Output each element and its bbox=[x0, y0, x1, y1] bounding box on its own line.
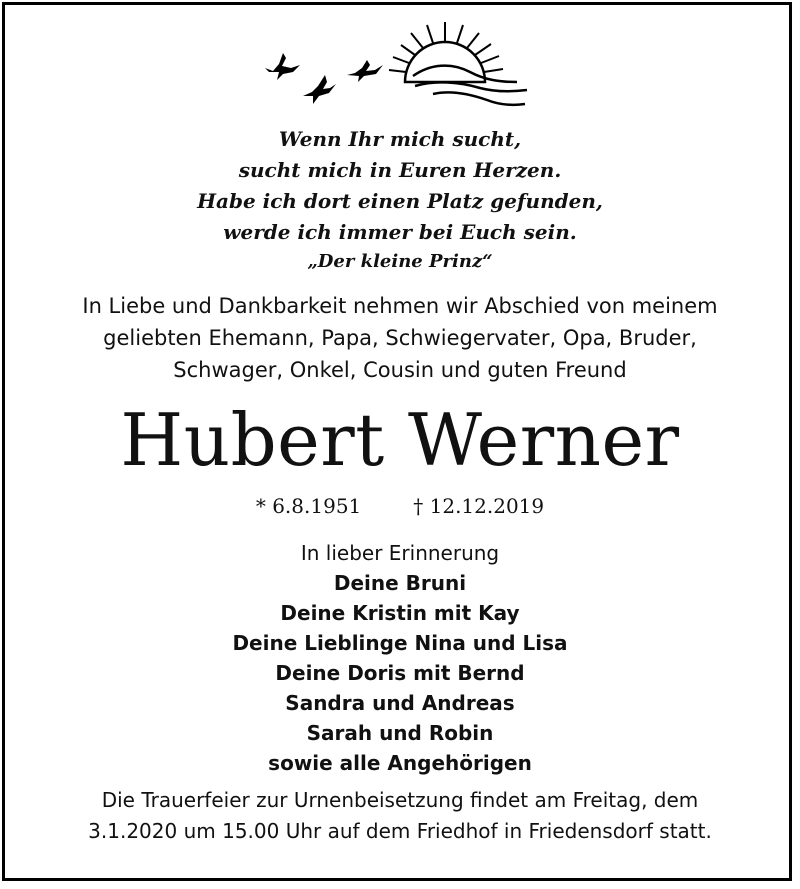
birds-icon bbox=[265, 53, 383, 104]
poem-line: Habe ich dort einen Platz gefunden, bbox=[197, 189, 603, 213]
sun-icon bbox=[405, 42, 485, 82]
funeral-line: 3.1.2020 um 15.00 Uhr auf dem Friedhof in Friedensdorf statt. bbox=[88, 819, 712, 843]
birth-date: * 6.8.1951 bbox=[255, 494, 362, 518]
poem-attribution: „Der kleine Prinz“ bbox=[307, 251, 493, 272]
birds-and-sunset-icon bbox=[255, 20, 545, 110]
mourner-name: Sarah und Robin bbox=[306, 721, 494, 745]
intro-line: Schwager, Onkel, Cousin und guten Freund bbox=[173, 358, 627, 382]
life-dates bbox=[0, 491, 800, 521]
poem-line: Wenn Ihr mich sucht, bbox=[278, 127, 522, 151]
mourner-name: sowie alle Angehörigen bbox=[268, 751, 532, 775]
poem bbox=[0, 124, 800, 276]
mourner-name: Sandra und Andreas bbox=[285, 691, 515, 715]
poem-line: sucht mich in Euren Herzen. bbox=[238, 158, 562, 182]
intro-line: geliebten Ehemann, Papa, Schwiegervater, Opa, Bruder, bbox=[103, 326, 697, 350]
mourners-lead: In lieber Erinnerung bbox=[300, 541, 500, 565]
hills-icon bbox=[413, 66, 527, 105]
mourner-name: Deine Doris mit Bernd bbox=[275, 661, 525, 685]
mourners-list bbox=[0, 538, 800, 778]
poem-line: werde ich immer bei Euch sein. bbox=[223, 220, 577, 244]
funeral-line: Die Trauerfeier zur Urnenbeisetzung findet am Freitag, dem bbox=[101, 788, 699, 812]
intro-text bbox=[0, 290, 800, 386]
death-date: † 12.12.2019 bbox=[413, 494, 545, 518]
deceased-name: Hubert Werner bbox=[120, 398, 680, 482]
funeral-info bbox=[0, 785, 800, 847]
mourner-name: Deine Bruni bbox=[333, 571, 467, 595]
mourner-name: Deine Lieblinge Nina und Lisa bbox=[232, 631, 568, 655]
intro-line: In Liebe und Dankbarkeit nehmen wir Abschied von meinem bbox=[82, 294, 718, 318]
mourner-name: Deine Kristin mit Kay bbox=[280, 601, 520, 625]
